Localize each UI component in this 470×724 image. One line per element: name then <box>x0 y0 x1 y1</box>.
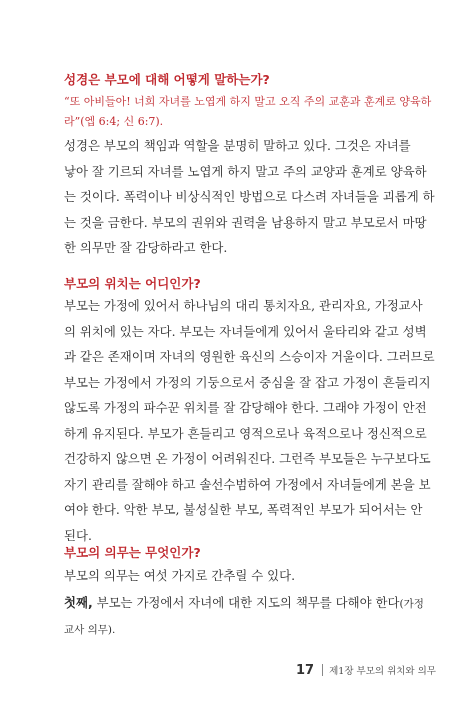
text-line: 과 같은 존재이며 자녀의 영원한 육신의 스승이자 거울이다. 그러므로 <box>64 349 435 364</box>
quote-line: 라”(엡 6:4; 신 6:7). <box>64 115 164 128</box>
text-line: 하게 유지된다. 부모가 흔들리고 영적으로나 육적으로나 정신적으로 <box>64 425 427 441</box>
text-line: 의 위치에 있는 자다. 부모는 자녀들에게 있어서 울타리와 같고 성벽 <box>64 323 427 339</box>
text-line: 자기 관리를 잘해야 하고 솔선수범하여 가정에서 자녀들에게 본을 보 <box>64 476 431 492</box>
text-line: 는 것을 금한다. 부모의 권위와 권력을 남용하지 말고 부모로서 마땅 <box>64 214 427 230</box>
paragraph-duty-first <box>64 590 436 643</box>
running-head: 제1장 부모의 위치와 의무 <box>329 666 436 677</box>
text-line: 부모의 의무는 여섯 가지로 간추릴 수 있다. <box>64 568 296 583</box>
parenthetical-note: (가정 <box>399 598 424 610</box>
text-line: 는 것이다. 폭력이나 비상식적인 방법으로 다스려 자녀들을 괴롭게 하 <box>64 189 435 204</box>
paragraph-position <box>64 293 436 548</box>
ordinal-lead: 첫째, <box>64 595 93 610</box>
text-line: 성경은 부모의 책임과 역할을 분명히 말하고 있다. 그것은 자녀를 <box>64 138 411 153</box>
text-line: 된다. <box>64 527 92 543</box>
text-line: 건강하지 않으면 온 가정이 어려워진다. 그런즉 부모들은 누구보다도 <box>64 451 431 466</box>
text-line: 교사 의무). <box>64 623 116 636</box>
text-fragment: 부모는 가정에서 자녀에 대한 지도의 책무를 다해야 한다 <box>92 595 400 610</box>
text-line <box>64 590 436 618</box>
quote-line: “또 아비들아! 너희 자녀를 노엽게 하지 말고 오직 주의 교훈과 훈계로 양육하 <box>64 95 432 108</box>
text-line: 낳아 잘 기르되 자녀를 노엽게 하지 말고 주의 교양과 훈계로 양육하 <box>64 163 427 179</box>
text-line: 않도록 가정의 파수꾼 위치를 잘 감당해야 한다. 그래야 가정이 안전 <box>64 400 427 415</box>
section-heading-position: 부모의 위치는 어디인가? <box>64 276 201 291</box>
scripture-quote <box>64 92 436 132</box>
text-line: 부모는 가정에 있어서 하나님의 대리 통치자요, 관리자요, 가정교사 <box>64 298 423 313</box>
paragraph-duty-intro <box>64 563 436 589</box>
footer-divider <box>322 664 323 676</box>
page-number: 17 <box>296 662 315 678</box>
paragraph-bible <box>64 133 436 261</box>
text-line: 부모는 가정에서 가정의 기둥으로서 중심을 잘 잡고 가정이 흔들리지 <box>64 374 431 390</box>
text-line: 여야 한다. 악한 부모, 불성실한 부모, 폭력적인 부모가 되어서는 안 <box>64 502 423 517</box>
text-line: 한 의무만 잘 감당하라고 한다. <box>64 240 228 255</box>
section-heading-bible: 성경은 부모에 대해 어떻게 말하는가? <box>64 72 270 87</box>
page-footer <box>296 662 436 678</box>
section-heading-duty: 부모의 의무는 무엇인가? <box>64 545 201 560</box>
